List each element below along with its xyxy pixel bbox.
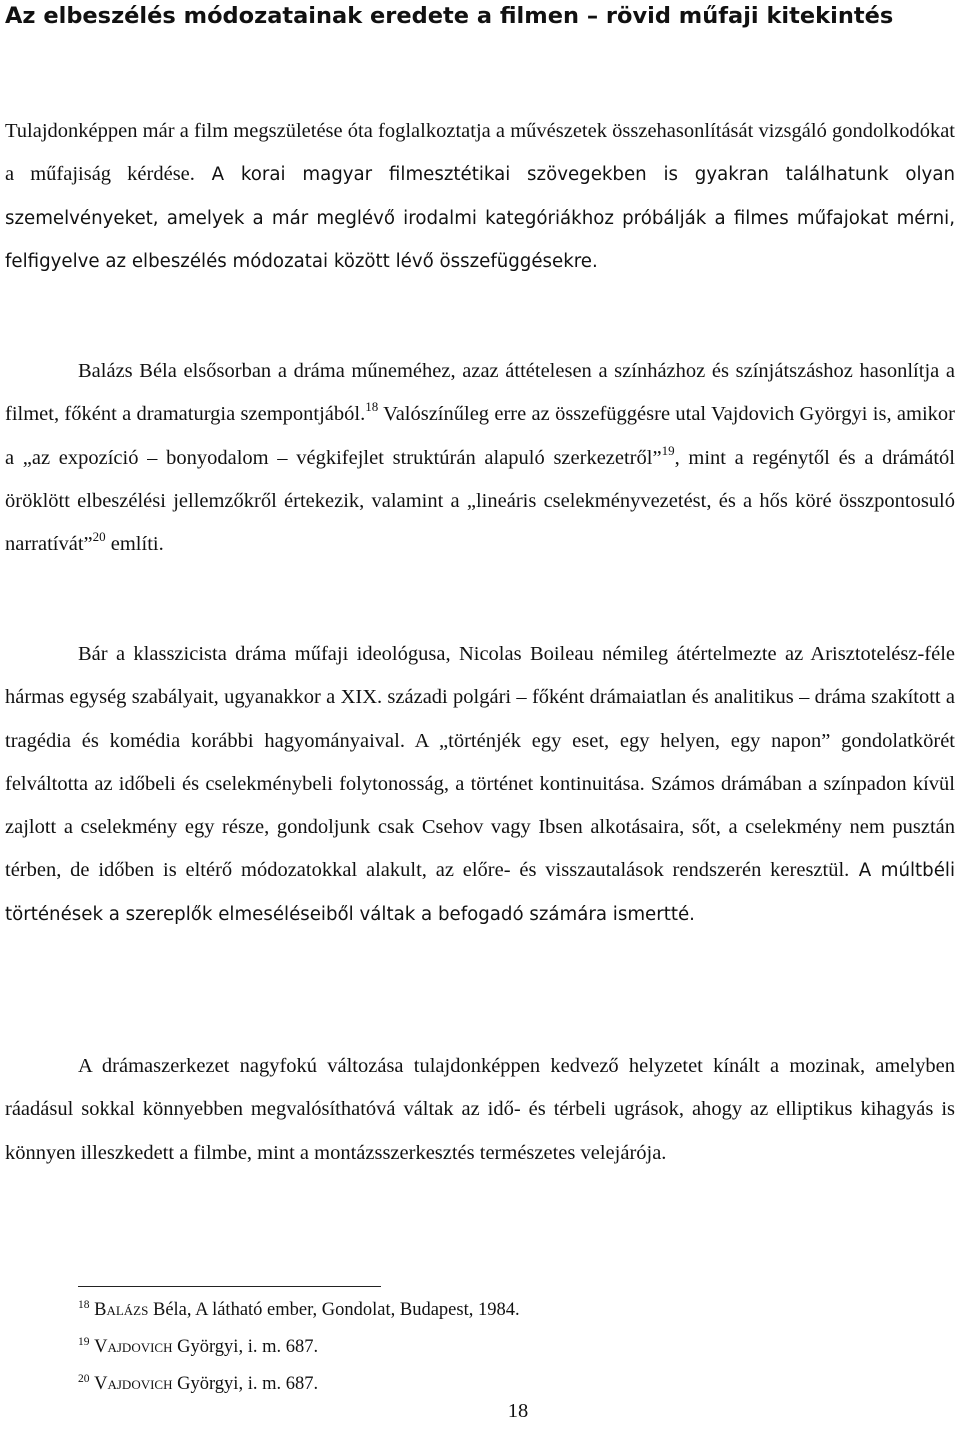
- footnote-ref-19[interactable]: 19: [661, 442, 675, 458]
- paragraph-1-sentence-1: Tulajdonképpen már a film megszületése óta foglalkoztatja a művészetek összehasonlítását vizsgáló gondolkodókat a műfajiság kérdése.: [5, 120, 955, 186]
- footnote-20: [78, 1373, 938, 1395]
- footnote-number: 20: [78, 1373, 90, 1385]
- paragraph-1-sentence-2: A korai magyar filmesztétikai szövegekben is gyakran találhatunk olyan szemelvényeket, amelyek a már meglévő irodalmi kategóriákhoz próbálják a filmes műfajokat mérni, felfigyelve az elbeszélés módozatai között lévő összefüggésekre.: [5, 164, 955, 272]
- footnote-19: [78, 1336, 938, 1358]
- paragraph-2-text-1: Balázs Béla elsősorban a dráma műneméhez, azaz áttételesen a színházhoz és színjátszáshoz hasonlítja a filmet, főként a dramaturgia szempontjából.: [5, 360, 955, 426]
- footnote-separator: [78, 1286, 381, 1287]
- paragraph-2: [5, 350, 955, 566]
- section-heading: Az elbeszélés módozatainak eredete a filmen – rövid műfaji kitekintés: [5, 3, 894, 29]
- paragraph-2-text-4: említi.: [105, 533, 164, 556]
- paragraph-3-text-3: Számos drámában a színpadon kívül zajlott a cselekmény egy része, gondoljunk csak Csehov vagy Ibsen alkotásaira, sőt, a cselekmény nem pusztán térben, de időben is eltérő módozatokkal alakult, az előre- és visszautalások rendszerén keresztül.: [5, 772, 955, 882]
- footnote-text: Györgyi, i. m. 687.: [172, 1374, 319, 1394]
- footnote-text: Béla, A látható ember, Gondolat, Budapest, 1984.: [148, 1300, 520, 1320]
- paragraph-3-text-4: A múltbéli történések a szereplők elmeséléseiből váltak a befogadó számára ismertté.: [5, 860, 955, 925]
- footnote-18: [78, 1299, 938, 1321]
- footnote-number: 19: [78, 1336, 90, 1348]
- footnote-number: 18: [78, 1299, 90, 1311]
- paragraph-2-text-2: Valószínűleg erre az összefüggésre utal Vajdovich Györgyi is, amikor a „az expozíció – bonyodalom – végkifejlet struktúrán alapuló szerkezetről”: [5, 403, 955, 469]
- paragraph-2-text-3: , mint a regénytől és a drámától öröklött elbeszélési jellemzőkről értekezik, valamint a „lineáris cselekményvezetést, és a hős köré összpontosuló narratívát”: [5, 446, 955, 556]
- footnote-ref-18[interactable]: 18: [365, 399, 379, 415]
- page-number: 18: [507, 1400, 529, 1422]
- paragraph-3: [5, 633, 955, 936]
- paragraph-3-text-2: A „történjék egy eset, egy helyen, egy napon” gondolatkörét felváltotta az időbeli és cselekménybeli folytonosság, a történet kontinuitása.: [5, 729, 955, 795]
- footnote-author: Balázs: [94, 1300, 149, 1320]
- paragraph-4: A drámaszerkezet nagyfokú változása tulajdonképpen kedvező helyzetet kínált a mozinak, amelyben ráadásul sokkal könnyebben megvalósíthatóvá váltak az idő- és térbeli ugrások, ahogy az elliptikus kihagyás is könnyen illeszkedett a filmbe, mint a montázsszerkesztés természetes velejárója.: [5, 1055, 955, 1164]
- footnote-author: Vajdovich: [94, 1374, 173, 1394]
- footnote-author: Vajdovich: [94, 1337, 173, 1357]
- footnote-text: Györgyi, i. m. 687.: [172, 1337, 319, 1357]
- paragraph-1: [5, 110, 955, 283]
- footnote-ref-20[interactable]: 20: [92, 529, 106, 545]
- paragraph-3-text-1: Bár a klasszicista dráma műfaji ideológusa, Nicolas Boileau némileg átértelmezte az Arisztotelész-féle hármas egység szabályait, ugyanakkor a XIX. századi polgári – főként drámaiatlan és analitikus – dráma szakított a tragédia és komédia korábbi hagyományaival.: [5, 643, 955, 752]
